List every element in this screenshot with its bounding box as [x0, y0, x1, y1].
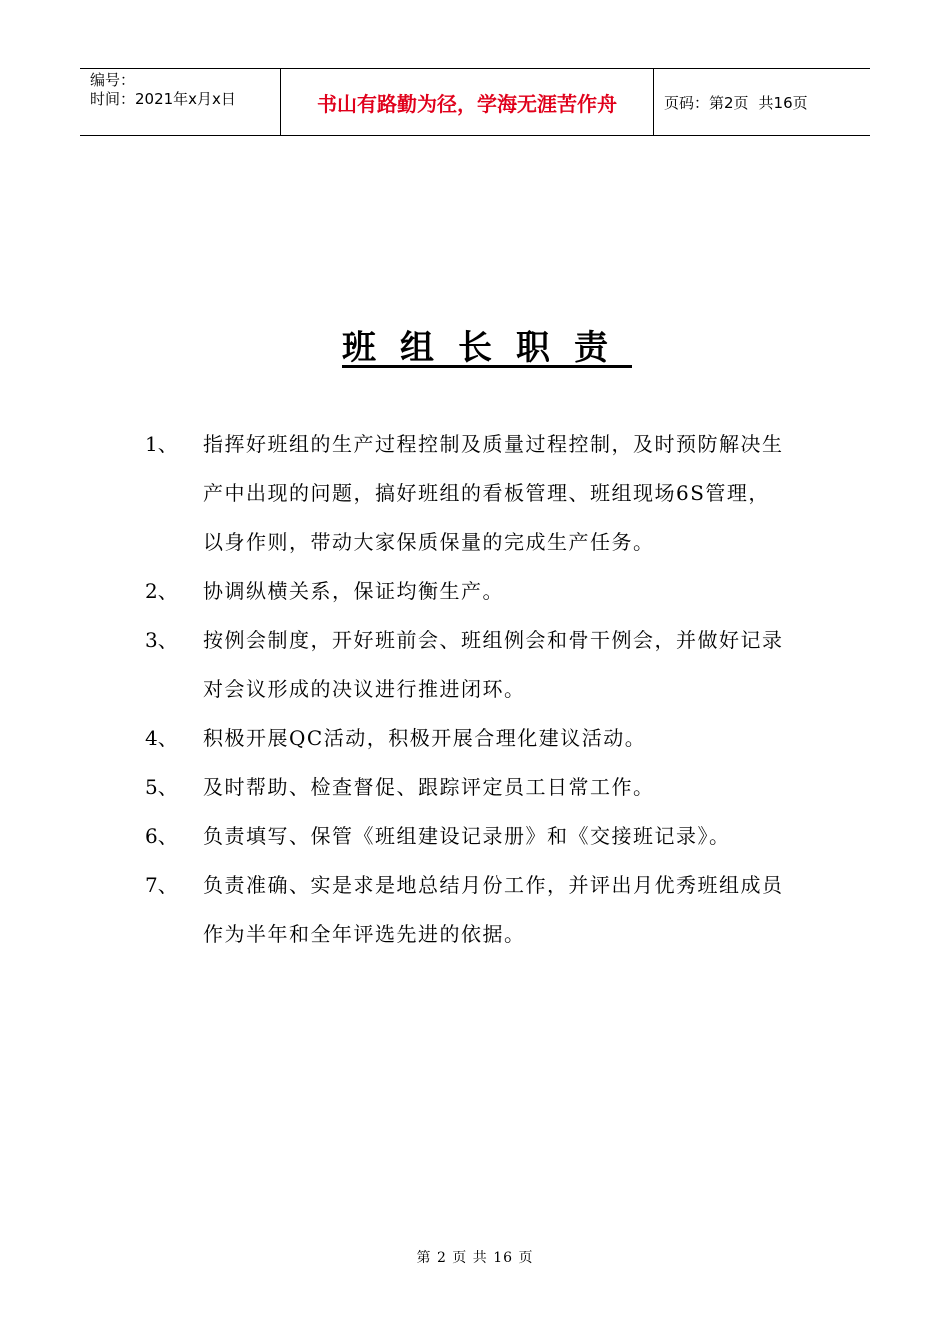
- duty-line: 以身作则，带动大家保质保量的完成生产任务。: [203, 530, 655, 554]
- duty-number: 1、: [145, 432, 178, 456]
- duty-text: [203, 420, 813, 567]
- header-page-info: [654, 69, 870, 135]
- duty-item: [145, 763, 825, 812]
- time-label: 时间：2021年x月x日: [90, 90, 236, 108]
- duty-item: [145, 812, 825, 861]
- duty-line: 负责填写、保管《班组建设记录册》和《交接班记录》。: [203, 824, 731, 848]
- duty-text: [203, 714, 813, 763]
- number-label: 编号：: [90, 71, 136, 89]
- document-title: [0, 320, 950, 369]
- duty-item: [145, 616, 825, 714]
- page-total-label: 共16页: [758, 93, 808, 112]
- duty-number: 5、: [145, 775, 178, 799]
- header-motto: 书山有路勤为径，学海无涯苦作舟: [281, 69, 654, 135]
- header-meta: [80, 69, 281, 135]
- duty-number: 4、: [145, 726, 178, 750]
- duty-number: 2、: [145, 579, 178, 603]
- duty-line: 产中出现的问题，搞好班组的看板管理、班组现场6S管理，: [203, 481, 770, 505]
- page-header: [80, 68, 870, 136]
- duty-item: [145, 861, 825, 959]
- duty-number: 7、: [145, 873, 178, 897]
- duty-item: [145, 567, 825, 616]
- duty-text: [203, 616, 813, 714]
- duty-line: 协调纵横关系，保证均衡生产。: [203, 579, 504, 603]
- duty-text: [203, 861, 813, 959]
- page-footer: 第 2 页 共 16 页: [416, 1250, 534, 1266]
- duty-line: 按例会制度，开好班前会、班组例会和骨干例会，并做好记录: [203, 628, 784, 652]
- duty-number: 3、: [145, 628, 178, 652]
- duty-text: [203, 812, 813, 861]
- duty-list: [145, 420, 825, 959]
- duty-line: 对会议形成的决议进行推进闭环。: [203, 677, 526, 701]
- duty-line: 及时帮助、检查督促、跟踪评定员工日常工作。: [203, 775, 655, 799]
- duty-number: 6、: [145, 824, 178, 848]
- duty-line: 负责准确、实是求是地总结月份工作，并评出月优秀班组成员: [203, 873, 784, 897]
- duty-line: 指挥好班组的生产过程控制及质量过程控制，及时预防解决生: [203, 432, 784, 456]
- document-title-text: 班组长职责: [342, 328, 632, 368]
- duty-text: [203, 763, 813, 812]
- duty-item: [145, 420, 825, 567]
- duty-text: [203, 567, 813, 616]
- duty-line: 积极开展QC活动，积极开展合理化建议活动。: [203, 726, 647, 750]
- duty-item: [145, 714, 825, 763]
- page-number-label: 页码：第2页: [664, 93, 749, 112]
- duty-line: 作为半年和全年评选先进的依据。: [203, 922, 526, 946]
